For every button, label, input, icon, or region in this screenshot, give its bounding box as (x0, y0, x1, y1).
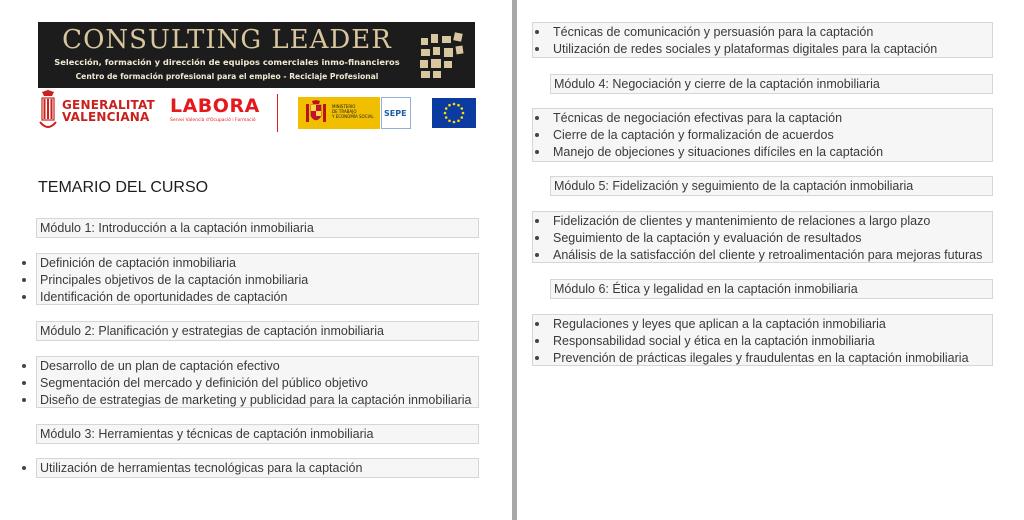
logo-divider (277, 94, 278, 132)
module-1-header (36, 218, 479, 238)
module-4-header (550, 74, 993, 94)
coat-of-arms-icon (38, 90, 58, 132)
list-item: Utilización de redes sociales y plataformas digitales para la captación (553, 41, 992, 58)
generalitat-valenciana-logo-text (62, 99, 155, 123)
list-item: Seguimiento de la captación y evaluación de resultados (553, 230, 992, 247)
list-item: Identificación de oportunidades de captación (40, 289, 478, 306)
module-4-title: Módulo 4: Negociación y cierre de la captación inmobiliaria (554, 77, 880, 91)
module-5-header (550, 176, 993, 196)
labora-logo-text: LABORA (170, 95, 260, 117)
module-1-items (36, 253, 479, 305)
bullet-icon (22, 261, 26, 265)
module-6-header (550, 279, 993, 299)
banner-tagline: Centro de formación profesional para el empleo - Reciclaje Profesional (75, 72, 379, 81)
module-5-title: Módulo 5: Fidelización y seguimiento de la captación inmobiliaria (554, 179, 914, 193)
bullet-icon (535, 30, 539, 34)
list-item: Cierre de la captación y formalización de acuerdos (553, 127, 992, 144)
bullet-icon (535, 322, 539, 326)
list-item: Fidelización de clientes y mantenimiento de relaciones a largo plazo (553, 213, 992, 230)
document-page-right (517, 0, 1024, 520)
list-item: Manejo de objeciones y situaciones difíciles en la captación (553, 144, 992, 161)
generalitat-line-1: GENERALITAT (62, 98, 155, 112)
list-item: Principales objetivos de la captación inmobiliaria (40, 272, 478, 289)
labora-logo-subtitle: Servei Valencià d'Ocupació i Formació (170, 118, 256, 123)
list-item: Técnicas de comunicación y persuasión para la captación (553, 24, 992, 41)
list-item: Diseño de estrategias de marketing y publicidad para la captación inmobiliaria (40, 392, 478, 409)
module-5-items (532, 211, 993, 263)
bullet-icon (22, 466, 26, 470)
bullet-icon (22, 364, 26, 368)
bullet-icon (22, 295, 26, 299)
eu-flag-icon (432, 98, 476, 128)
list-item: Desarrollo de un plan de captación efectivo (40, 358, 478, 375)
bullet-icon (535, 219, 539, 223)
list-item: Técnicas de negociación efectivas para la captación (553, 110, 992, 127)
generalitat-line-2: VALENCIANA (62, 110, 150, 124)
bullet-icon (535, 133, 539, 137)
bullet-icon (22, 278, 26, 282)
bullet-icon (535, 150, 539, 154)
sepe-logo (381, 97, 411, 129)
banner-subtitle: Selección, formación y dirección de equipos comerciales inmo-financieros (54, 57, 400, 67)
list-item: Análisis de la satisfacción del cliente y retroalimentación para mejoras futuras (553, 247, 992, 264)
module-3-title: Módulo 3: Herramientas y técnicas de captación inmobiliaria (40, 427, 374, 441)
bullet-icon (535, 356, 539, 360)
bullet-icon (535, 253, 539, 257)
list-item: Segmentación del mercado y definición del público objetivo (40, 375, 478, 392)
module-2-header (36, 321, 479, 341)
list-item: Prevención de prácticas ilegales y fraudulentas en la captación inmobiliaria (553, 350, 992, 367)
bullet-icon (535, 339, 539, 343)
ministry-logo (298, 97, 380, 129)
bullet-icon (535, 236, 539, 240)
banner-title: CONSULTING LEADER (62, 25, 392, 55)
bullet-icon (22, 381, 26, 385)
spain-coat-of-arms-icon (304, 100, 328, 126)
course-title: TEMARIO DEL CURSO (38, 179, 209, 196)
bullet-icon (22, 398, 26, 402)
building-blocks-icon (418, 32, 466, 80)
list-item: Regulaciones y leyes que aplican a la captación inmobiliaria (553, 316, 992, 333)
module-3-items-part-2 (532, 22, 993, 58)
module-3-items-part-1 (36, 458, 479, 478)
module-2-items (36, 356, 479, 408)
module-1-title: Módulo 1: Introducción a la captación inmobiliaria (40, 221, 314, 235)
ministry-text: MINISTERIO DE TRABAJO Y ECONOMÍA SOCIAL (332, 104, 374, 119)
bullet-icon (535, 47, 539, 51)
list-item: Definición de captación inmobiliaria (40, 255, 478, 272)
list-item: Responsabilidad social y ética en la captación inmobiliaria (553, 333, 992, 350)
module-4-items (532, 108, 993, 162)
bullet-icon (535, 116, 539, 120)
module-6-items (532, 314, 993, 366)
consulting-leader-banner (38, 22, 475, 88)
module-3-header (36, 424, 479, 444)
module-6-title: Módulo 6: Ética y legalidad en la captación inmobiliaria (554, 282, 858, 296)
sepe-logo-text: SEPE (384, 109, 407, 118)
list-item: Utilización de herramientas tecnológicas para la captación (40, 460, 478, 477)
module-2-title: Módulo 2: Planificación y estrategias de captación inmobiliaria (40, 324, 384, 338)
